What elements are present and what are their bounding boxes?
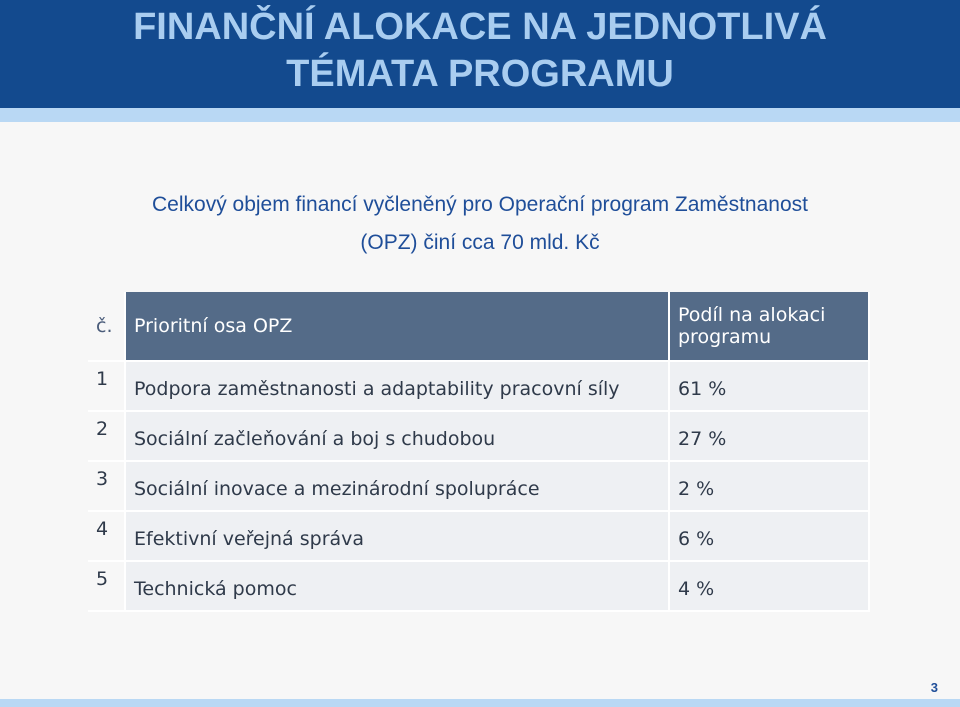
table-row (88, 561, 869, 611)
subtitle-line-2: (OPZ) činí cca 70 mld. Kč (360, 231, 600, 254)
subtitle-line-1: Celkový objem financí vyčleněný pro Operační program Zaměstnanost (152, 193, 808, 216)
allocation-table (88, 292, 870, 612)
header-num: č. (88, 292, 125, 361)
row-share: 27 % (669, 411, 869, 461)
row-axis: Sociální začleňování a boj s chudobou (125, 411, 669, 461)
row-num: 5 (88, 561, 125, 611)
row-axis: Podpora zaměstnanosti a adaptability pracovní síly (125, 361, 669, 411)
row-num: 3 (88, 461, 125, 511)
row-axis: Technická pomoc (125, 561, 669, 611)
slide-title-line-1: FINANČNÍ ALOKACE NA JEDNOTLIVÁ (133, 6, 827, 48)
header-share: Podíl na alokaci programu (669, 292, 869, 361)
header-axis: Prioritní osa OPZ (125, 292, 669, 361)
table-row (88, 461, 869, 511)
bottom-stripe (0, 699, 960, 707)
row-num: 1 (88, 361, 125, 411)
row-share: 61 % (669, 361, 869, 411)
row-axis: Sociální inovace a mezinárodní spolupráce (125, 461, 669, 511)
table-row (88, 411, 869, 461)
row-share: 4 % (669, 561, 869, 611)
row-num: 2 (88, 411, 125, 461)
slide-title (40, 4, 920, 98)
row-share: 6 % (669, 511, 869, 561)
row-axis: Efektivní veřejná správa (125, 511, 669, 561)
page-number: 3 (930, 680, 938, 695)
row-num: 4 (88, 511, 125, 561)
table-header-row (88, 292, 869, 361)
table-row (88, 361, 869, 411)
title-stripe (0, 108, 960, 122)
slide-title-line-2: TÉMATA PROGRAMU (286, 53, 674, 95)
slide-subtitle (40, 186, 920, 262)
row-share: 2 % (669, 461, 869, 511)
table-row (88, 511, 869, 561)
